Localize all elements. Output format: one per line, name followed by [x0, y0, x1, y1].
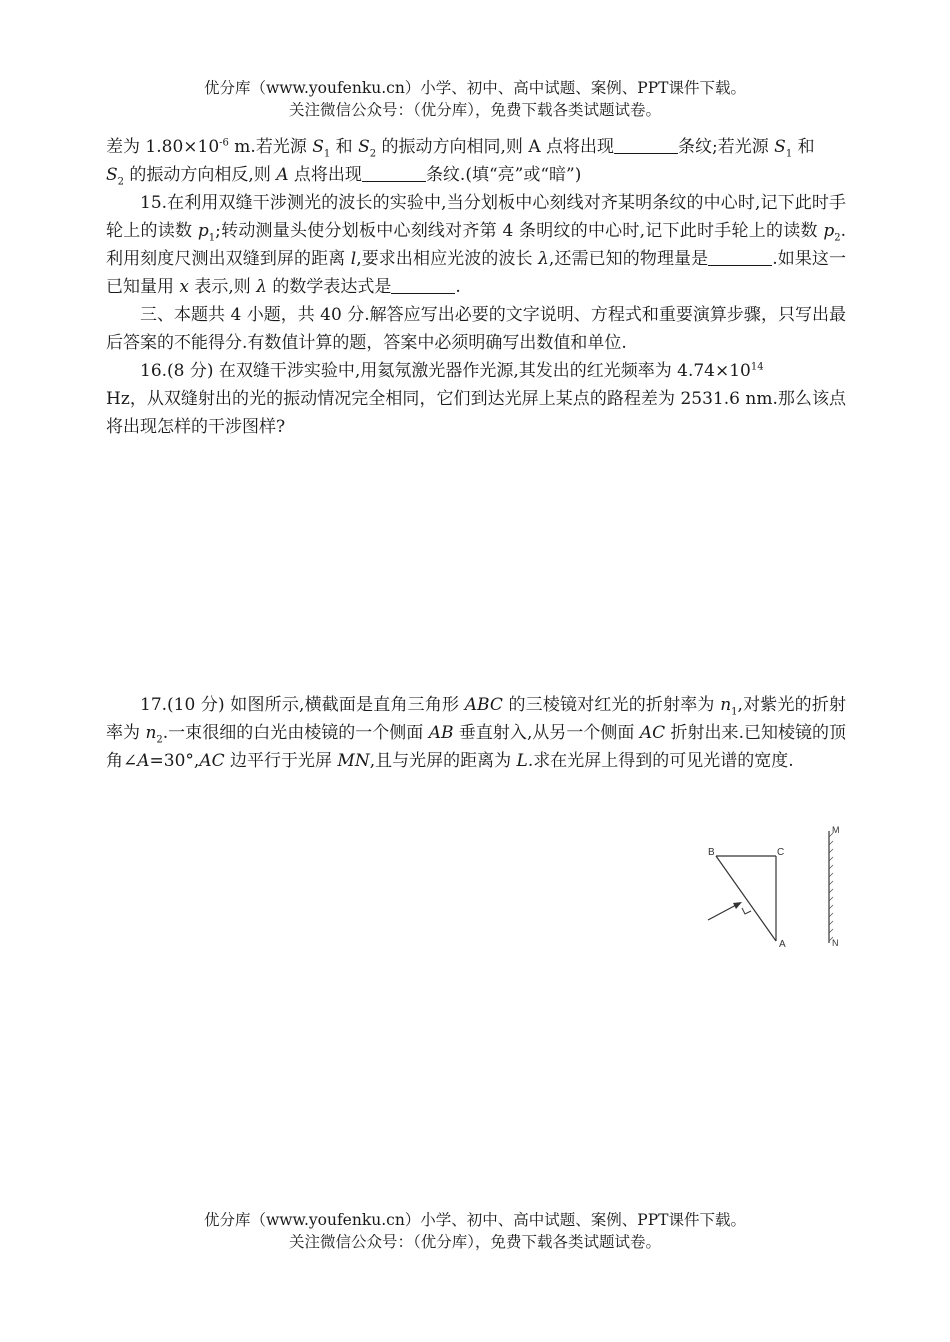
q14-symbol: S [358, 137, 370, 157]
prism-diagram [704, 823, 854, 953]
q14-symbol: S [774, 137, 786, 157]
q17-text: 垂直射入,从另一个侧面 [453, 723, 640, 743]
q14-symbol: S [312, 137, 324, 157]
q17-symbol: A [137, 751, 150, 771]
q17-text: .求在光屏上得到的可见光谱的宽度. [527, 751, 794, 771]
header-line-2: 关注微信公众号：（优分库），免费下载各类试题试卷。 [288, 101, 661, 119]
q14-symbol: A [276, 165, 289, 185]
screen-label-m: M [832, 825, 840, 835]
q16-text: Hz，从双缝射出的光的振动情况完全相同，它们到达光屏上某点的路程差为 2531.6 nm.那么该点将出现怎样的干涉图样? [106, 389, 846, 437]
q15-text: . [455, 277, 461, 297]
page-content [106, 133, 846, 775]
q17-text: 边平行于光屏 [224, 751, 338, 771]
q17-text: ,对紫光的折射率为 [106, 695, 847, 743]
q15-text: 的数学表达式是 [267, 277, 392, 297]
q14-text: 点将出现 [288, 165, 362, 185]
q17-symbol: MN [337, 751, 370, 771]
q14-subscript: 2 [369, 148, 377, 160]
q15-symbol: l [350, 249, 357, 269]
q15-symbol: p [197, 221, 209, 241]
q15-text: ,还需已知的物理量是 [548, 249, 709, 269]
q15-text: .如果这一已知量用 [106, 249, 847, 297]
q17-text: .一束很细的白光由棱镜的一个侧面 [162, 723, 429, 743]
q14-text: 条纹;若光源 [678, 137, 775, 157]
q17-symbol: n [720, 695, 732, 715]
answer-space [106, 441, 846, 691]
q17-text: ,且与光屏的距离为 [369, 751, 517, 771]
q14-text: m.若光源 [228, 137, 313, 157]
page-header [0, 77, 950, 121]
q17-symbol: AC [199, 751, 225, 771]
q14-text: 条纹.(填“亮”或“暗”) [425, 165, 582, 185]
answer-blank[interactable] [362, 164, 426, 182]
page-footer [0, 1209, 950, 1253]
light-ray [708, 902, 742, 920]
q14-subscript: 2 [117, 176, 125, 188]
screen-label-n: N [832, 938, 839, 948]
q14-text: 的振动方向相同,则 A 点将出现 [376, 137, 615, 157]
q17-text: 折射出来.已知棱镜的顶角∠ [106, 723, 847, 771]
q14-symbol: S [106, 165, 118, 185]
question-17 [106, 691, 846, 775]
q16-exponent: 14 [750, 361, 764, 373]
vertex-label-c: C [777, 847, 785, 858]
q15-symbol: λ [256, 277, 267, 297]
question-14-continued [106, 133, 846, 189]
section-3-instructions: 三、本题共 4 小题，共 40 分.解答应写出必要的文字说明、方程式和重要演算步骤，只写出最后答案的不能得分.有数值计算的题，答案中必须明确写出数值和单位. [106, 305, 846, 353]
question-16 [106, 357, 846, 441]
header-line-1: 优分库（www.youfenku.cn）小学、初中、高中试题、案例、PPT课件下载。 [203, 79, 747, 97]
q17-text: 17.(10 分) 如图所示,横截面是直角三角形 [140, 695, 465, 715]
answer-blank[interactable] [614, 136, 678, 154]
q15-text: .利用刻度尺测出双缝到屏的距离 [106, 221, 846, 269]
q17-text: 的三棱镜对红光的折射率为 [502, 695, 721, 715]
q14-subscript: 1 [785, 148, 793, 160]
q14-text: 的振动方向相反,则 [124, 165, 277, 185]
q15-text: 表示,则 [189, 277, 257, 297]
q14-text: 和 [330, 137, 359, 157]
footer-line-1: 优分库（www.youfenku.cn）小学、初中、高中试题、案例、PPT课件下载。 [203, 1211, 747, 1229]
q15-text: ;转动测量头使分划板中心刻线对齐第 4 条明纹的中心时,记下此时手轮上的读数 [215, 221, 824, 241]
q15-symbol: λ [538, 249, 549, 269]
q16-text: 16.(8 分) 在双缝干涉实验中,用氦氖激光器作光源,其发出的红光频率为 4.74×10 [140, 361, 751, 381]
footer-line-2: 关注微信公众号：（优分库），免费下载各类试题试卷。 [288, 1233, 661, 1251]
q17-symbol: AC [639, 723, 666, 743]
q17-symbol: AB [428, 723, 454, 743]
question-15 [106, 189, 846, 301]
q15-symbol: p [823, 221, 835, 241]
q17-subscript: 1 [731, 706, 738, 718]
q15-symbol: x [179, 277, 189, 297]
q14-text: 差为 1.80×10 [106, 137, 220, 157]
prism-triangle [716, 856, 776, 941]
q17-symbol: L [516, 751, 528, 771]
vertex-label-b: B [708, 847, 715, 858]
answer-blank[interactable] [391, 276, 455, 294]
vertex-label-a: A [779, 939, 786, 950]
q17-subscript: 2 [156, 734, 163, 746]
right-angle-mark [742, 908, 751, 914]
q17-symbol: n [145, 723, 157, 743]
q15-subscript: 2 [834, 232, 841, 244]
answer-blank[interactable] [708, 248, 772, 266]
q17-text: =30°, [149, 751, 200, 771]
q15-text: 15.在利用双缝干涉测光的波长的实验中,当分划板中心刻线对齐某明条纹的中心时,记下此时手轮上的读数 [106, 193, 846, 241]
q14-text: 和 [792, 137, 815, 157]
q17-symbol: ABC [464, 695, 503, 715]
light-screen [829, 831, 833, 943]
q15-text: ,要求出相应光波的波长 [356, 249, 539, 269]
q14-subscript: 1 [323, 148, 331, 160]
q14-exponent: -6 [219, 137, 229, 149]
q15-subscript: 1 [208, 232, 216, 244]
